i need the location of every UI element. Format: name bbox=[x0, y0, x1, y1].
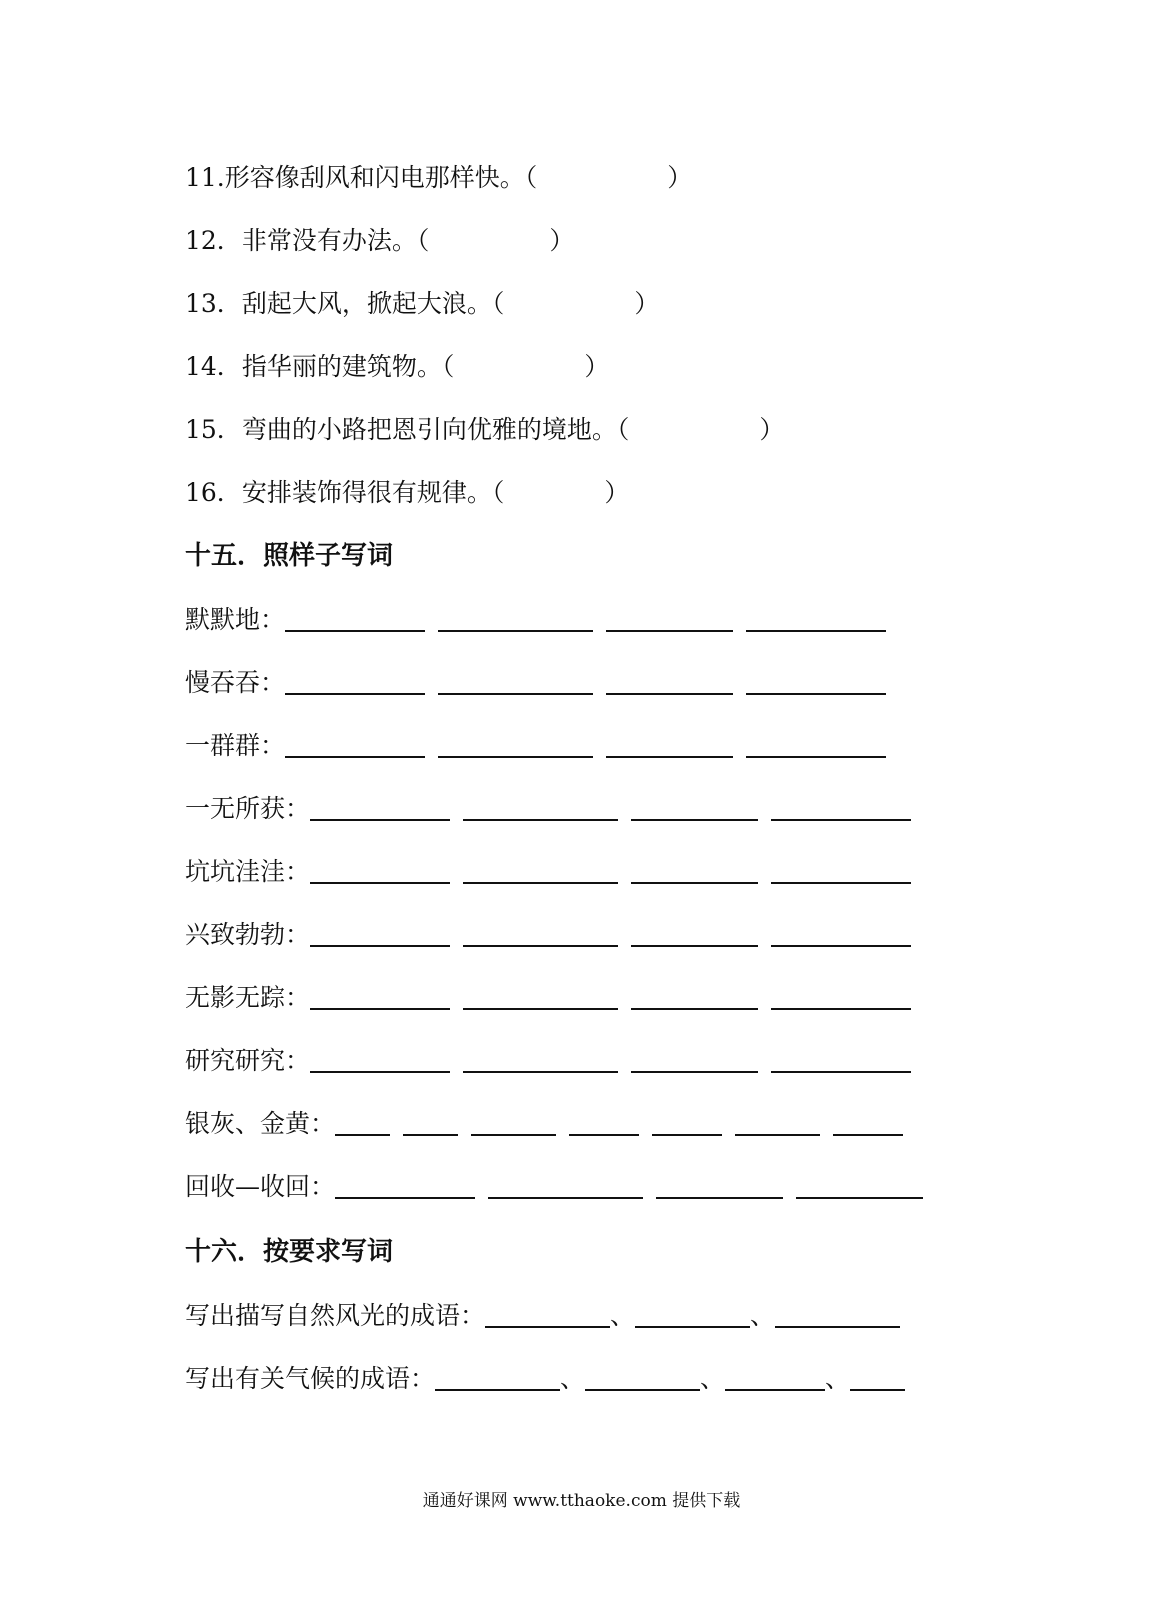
answer-blank[interactable] bbox=[485, 1300, 610, 1328]
pattern-word-row bbox=[185, 1104, 903, 1144]
answer-blank[interactable] bbox=[438, 730, 593, 758]
answer-blank[interactable] bbox=[606, 730, 733, 758]
answer-blank[interactable] bbox=[463, 793, 618, 821]
pattern-label: 坑坑洼洼： bbox=[185, 857, 311, 886]
close-paren: ） bbox=[604, 478, 630, 507]
pattern-word-row bbox=[185, 726, 886, 766]
answer-blank[interactable] bbox=[656, 1171, 783, 1199]
answer-blank[interactable] bbox=[771, 919, 911, 947]
answer-blank[interactable] bbox=[635, 1300, 750, 1328]
close-paren: ） bbox=[584, 352, 610, 381]
definition-text: 形容像刮风和闪电那样快。（ bbox=[224, 163, 538, 192]
answer-blank[interactable] bbox=[463, 1045, 618, 1073]
answer-blank[interactable] bbox=[771, 1045, 911, 1073]
answer-blank[interactable] bbox=[631, 1045, 758, 1073]
pattern-word-row bbox=[185, 852, 911, 892]
pattern-label: 默默地： bbox=[185, 605, 286, 634]
pattern-label: 回收—收回： bbox=[185, 1172, 336, 1201]
pattern-label: 慢吞吞： bbox=[185, 668, 286, 697]
answer-blank[interactable] bbox=[631, 793, 758, 821]
definition-text: 非常没有办法。（ bbox=[241, 226, 430, 255]
answer-blank[interactable] bbox=[606, 604, 733, 632]
definition-item bbox=[185, 221, 574, 261]
close-paren: ） bbox=[634, 289, 660, 318]
item-number: 12． bbox=[185, 226, 242, 255]
answer-blank[interactable] bbox=[335, 1108, 390, 1136]
definition-item bbox=[185, 158, 692, 198]
pattern-word-row bbox=[185, 915, 911, 955]
idiom-label: 写出有关气候的成语： bbox=[185, 1364, 436, 1393]
answer-blank[interactable] bbox=[438, 667, 593, 695]
answer-blank[interactable] bbox=[631, 982, 758, 1010]
section-16-title: 十六．按要求写词 bbox=[185, 1237, 394, 1267]
answer-blank[interactable] bbox=[631, 856, 758, 884]
idiom-row bbox=[185, 1359, 905, 1399]
footer-text: 通通好课网 www.tthaoke.com 提供下载 bbox=[422, 1491, 741, 1511]
separator: 、 bbox=[750, 1301, 776, 1330]
definition-text: 刮起大风，掀起大浪。（ bbox=[241, 289, 505, 318]
section-15-title: 十五．照样子写词 bbox=[185, 541, 394, 571]
pattern-label: 银灰、金黄： bbox=[185, 1109, 336, 1138]
answer-blank[interactable] bbox=[606, 667, 733, 695]
answer-blank[interactable] bbox=[585, 1363, 700, 1391]
pattern-word-row bbox=[185, 1167, 923, 1207]
definition-text: 弯曲的小路把恩引向优雅的境地。（ bbox=[241, 415, 630, 444]
close-paren: ） bbox=[759, 415, 785, 444]
pattern-label: 一群群： bbox=[185, 731, 286, 760]
answer-blank[interactable] bbox=[310, 982, 450, 1010]
answer-blank[interactable] bbox=[725, 1363, 825, 1391]
pattern-word-row bbox=[185, 978, 911, 1018]
pattern-label: 兴致勃勃： bbox=[185, 920, 311, 949]
pattern-label: 一无所获： bbox=[185, 794, 311, 823]
idiom-label: 写出描写自然风光的成语： bbox=[185, 1301, 486, 1330]
answer-blank[interactable] bbox=[771, 856, 911, 884]
answer-blank[interactable] bbox=[310, 856, 450, 884]
item-number: 15． bbox=[185, 415, 242, 444]
pattern-word-row bbox=[185, 663, 886, 703]
answer-blank[interactable] bbox=[463, 856, 618, 884]
answer-blank[interactable] bbox=[775, 1300, 900, 1328]
answer-blank[interactable] bbox=[335, 1171, 475, 1199]
idiom-row bbox=[185, 1296, 900, 1336]
answer-blank[interactable] bbox=[631, 919, 758, 947]
definition-item bbox=[185, 473, 629, 513]
answer-blank[interactable] bbox=[652, 1108, 722, 1136]
answer-blank[interactable] bbox=[285, 667, 425, 695]
answer-blank[interactable] bbox=[796, 1171, 923, 1199]
item-number: 11. bbox=[185, 163, 225, 192]
answer-blank[interactable] bbox=[403, 1108, 458, 1136]
answer-blank[interactable] bbox=[435, 1363, 560, 1391]
definition-text: 安排装饰得很有规律。（ bbox=[241, 478, 505, 507]
answer-blank[interactable] bbox=[771, 982, 911, 1010]
separator: 、 bbox=[610, 1301, 636, 1330]
answer-blank[interactable] bbox=[310, 919, 450, 947]
item-number: 14． bbox=[185, 352, 242, 381]
answer-blank[interactable] bbox=[771, 793, 911, 821]
close-paren: ） bbox=[667, 163, 693, 192]
definition-item bbox=[185, 347, 609, 387]
answer-blank[interactable] bbox=[569, 1108, 639, 1136]
answer-blank[interactable] bbox=[310, 793, 450, 821]
answer-blank[interactable] bbox=[735, 1108, 820, 1136]
definition-text: 指华丽的建筑物。（ bbox=[241, 352, 455, 381]
answer-blank[interactable] bbox=[850, 1363, 905, 1391]
answer-blank[interactable] bbox=[285, 730, 425, 758]
close-paren: ） bbox=[549, 226, 575, 255]
answer-blank[interactable] bbox=[746, 604, 886, 632]
answer-blank[interactable] bbox=[833, 1108, 903, 1136]
answer-blank[interactable] bbox=[438, 604, 593, 632]
answer-blank[interactable] bbox=[463, 919, 618, 947]
answer-blank[interactable] bbox=[463, 982, 618, 1010]
answer-blank[interactable] bbox=[488, 1171, 643, 1199]
definition-item bbox=[185, 410, 784, 450]
item-number: 13． bbox=[185, 289, 242, 318]
pattern-word-row bbox=[185, 789, 911, 829]
answer-blank[interactable] bbox=[471, 1108, 556, 1136]
pattern-word-row bbox=[185, 1041, 911, 1081]
answer-blank[interactable] bbox=[746, 667, 886, 695]
item-number: 16． bbox=[185, 478, 242, 507]
pattern-label: 无影无踪： bbox=[185, 983, 311, 1012]
pattern-label: 研究研究： bbox=[185, 1046, 311, 1075]
separator: 、 bbox=[700, 1364, 726, 1393]
separator: 、 bbox=[560, 1364, 586, 1393]
answer-blank[interactable] bbox=[746, 730, 886, 758]
answer-blank[interactable] bbox=[285, 604, 425, 632]
definition-item bbox=[185, 284, 659, 324]
separator: 、 bbox=[825, 1364, 851, 1393]
pattern-word-row bbox=[185, 600, 886, 640]
answer-blank[interactable] bbox=[310, 1045, 450, 1073]
